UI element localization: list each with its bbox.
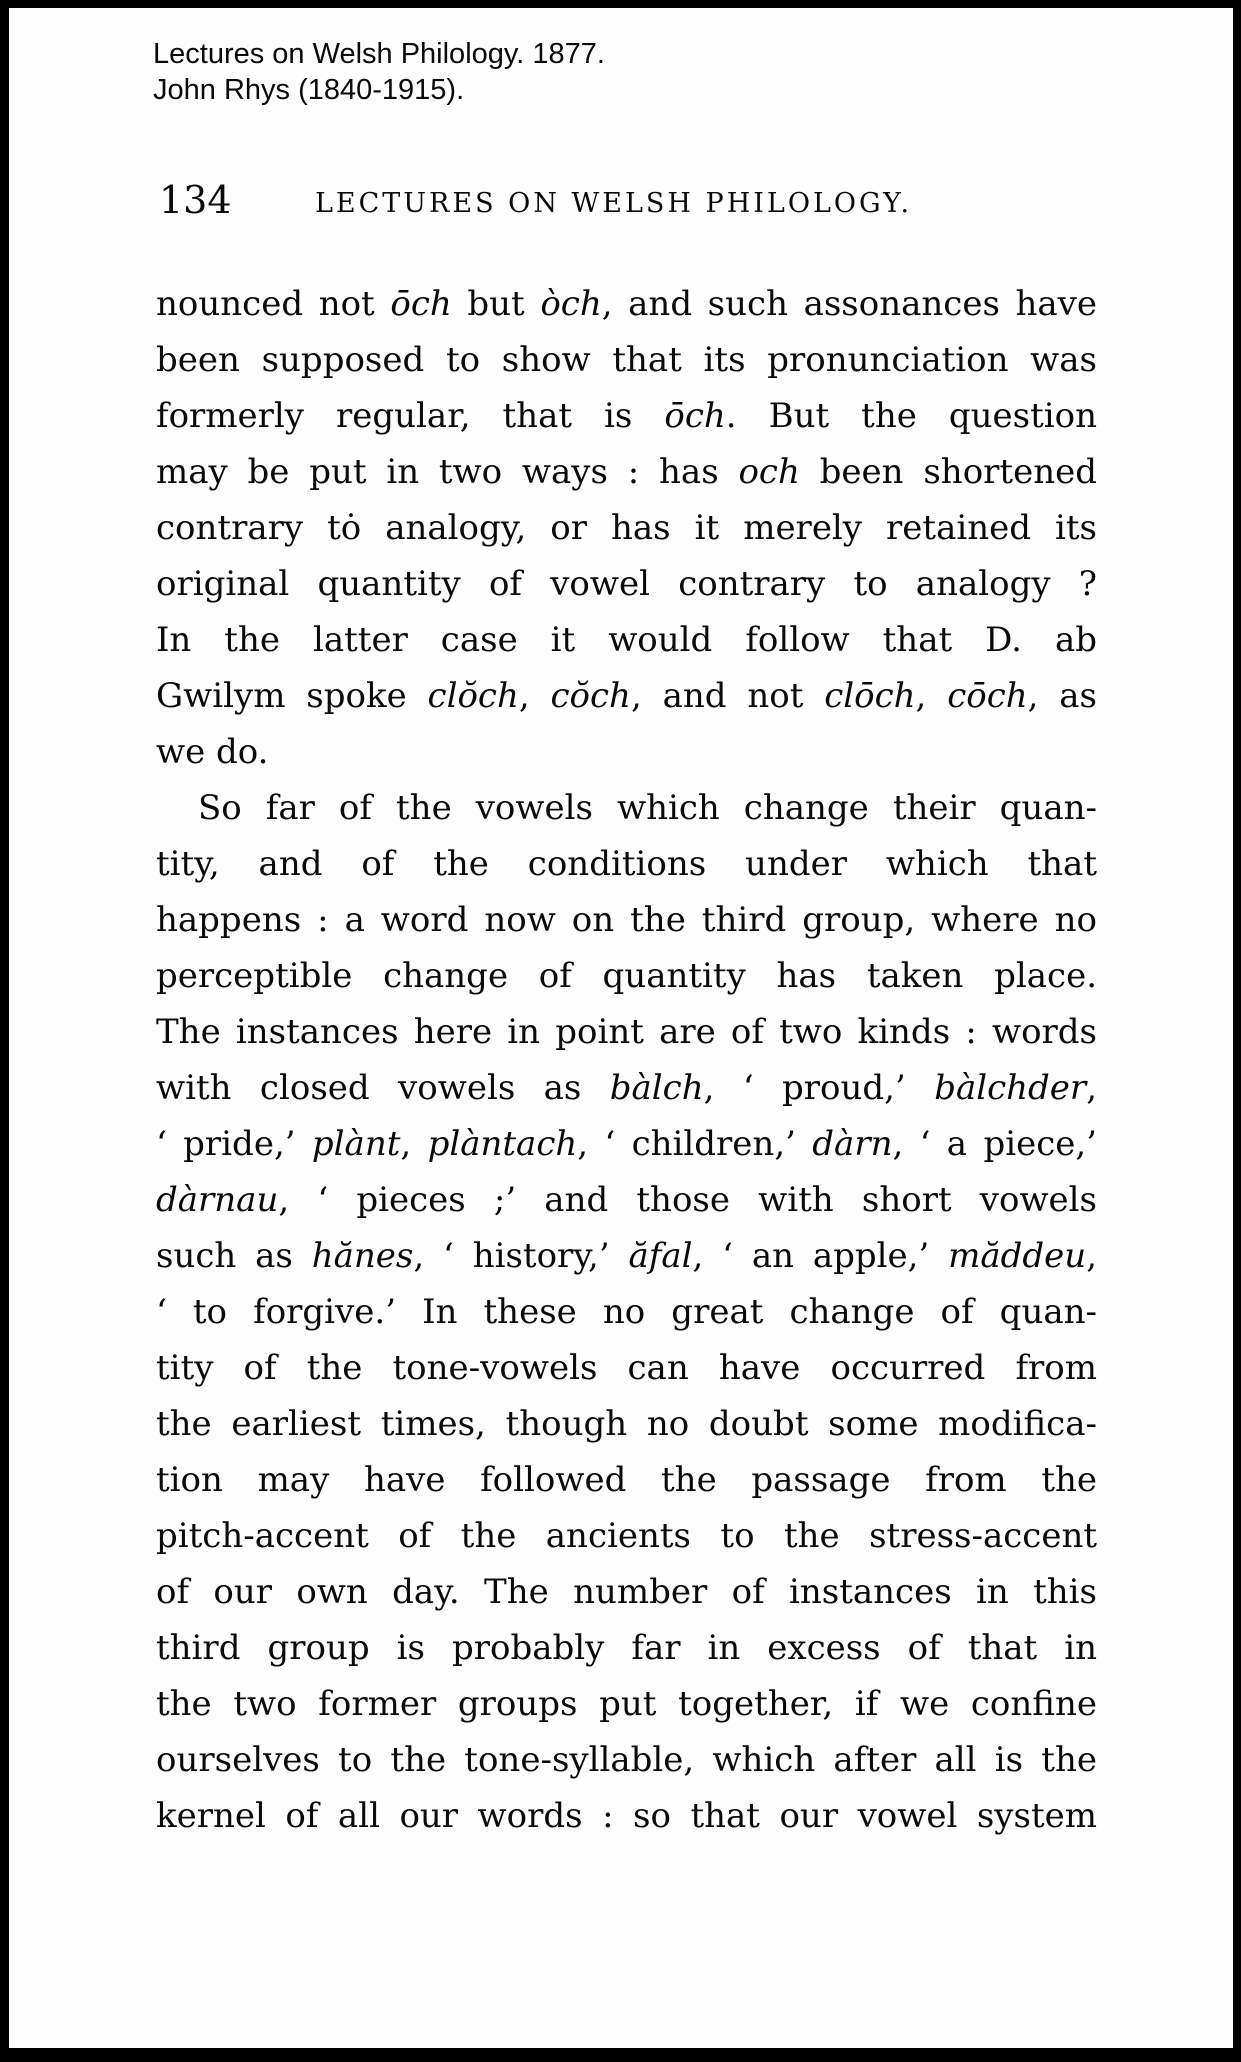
text-line [156, 836, 1097, 892]
text-segment: . But the question [725, 396, 1097, 436]
text-segment: , ‘ an apple,’ [692, 1236, 949, 1276]
book-page [9, 8, 1233, 2048]
text-segment: , ‘ a piece,’ [892, 1124, 1097, 1164]
welsh-term-italic: cŏch [550, 676, 631, 716]
text-line [156, 1004, 1097, 1060]
text-segment: happens : a word now on the third group, where no [156, 900, 1097, 940]
welsh-term-italic: òch [540, 284, 602, 324]
bibliographic-annotation [153, 36, 605, 108]
text-line [156, 892, 1097, 948]
welsh-term-italic: ōch [390, 284, 452, 324]
text-line [156, 668, 1097, 724]
page-number: 134 [159, 178, 232, 222]
text-segment: , [400, 1124, 428, 1164]
text-segment: ‘ pride,’ [156, 1124, 312, 1164]
text-line [156, 1340, 1097, 1396]
welsh-term-italic: ăfal [628, 1236, 693, 1276]
text-segment: but [451, 284, 541, 324]
text-segment: perceptible change of quantity has taken place. [156, 956, 1097, 996]
text-segment: been supposed to show that its pronunciation was [156, 340, 1097, 380]
text-segment: been shortened [799, 452, 1097, 492]
welsh-term-italic: cōch [947, 676, 1028, 716]
text-line [156, 332, 1097, 388]
text-segment: ourselves to the tone-syllable, which after all is the [156, 1740, 1097, 1780]
text-line [156, 388, 1097, 444]
welsh-term-italic: măddeu [948, 1236, 1087, 1276]
running-title: LECTURES ON WELSH PHILOLOGY. [315, 188, 913, 219]
body-text [156, 276, 1097, 1844]
text-line [156, 1564, 1097, 1620]
welsh-term-italic: plàntach [427, 1124, 578, 1164]
text-segment: In the latter case it would follow that D. ab [156, 620, 1097, 660]
text-line [156, 1788, 1097, 1844]
text-line [156, 1452, 1097, 1508]
text-segment: , and not [630, 676, 825, 716]
text-line [156, 1620, 1097, 1676]
text-segment: , [915, 676, 948, 716]
text-segment: , [1086, 1068, 1097, 1108]
text-segment: pitch-accent of the ancients to the stress-accent [156, 1516, 1097, 1556]
text-segment: with closed vowels as [156, 1068, 610, 1108]
text-segment: , ‘ children,’ [577, 1124, 813, 1164]
text-segment: nounced not [156, 284, 391, 324]
text-line [156, 1116, 1097, 1172]
text-line [156, 556, 1097, 612]
text-line [156, 1508, 1097, 1564]
text-line [156, 612, 1097, 668]
welsh-term-italic: hănes [311, 1236, 414, 1276]
annotation-title-line: Lectures on Welsh Philology. 1877. [153, 38, 605, 70]
text-segment: ‘ to forgive.’ In these no great change of quan- [156, 1292, 1097, 1332]
text-line [156, 1228, 1097, 1284]
text-segment: , [518, 676, 551, 716]
page-header [9, 178, 1233, 230]
text-segment: of our own day. The number of instances in this [156, 1572, 1097, 1612]
text-line [156, 444, 1097, 500]
text-line [156, 1676, 1097, 1732]
text-segment: formerly regular, that is [156, 396, 665, 436]
welsh-term-italic: plànt [311, 1124, 401, 1164]
text-line [156, 724, 1097, 780]
text-line [156, 1396, 1097, 1452]
welsh-term-italic: dàrnau [156, 1180, 279, 1220]
text-line [156, 1732, 1097, 1788]
text-segment: So far of the vowels which change their quan- [198, 788, 1097, 828]
text-line [156, 1172, 1097, 1228]
text-line [156, 276, 1097, 332]
text-segment: , ‘ history,’ [413, 1236, 629, 1276]
welsh-term-italic: bàlch [609, 1068, 704, 1108]
text-segment: may be put in two ways : has [156, 452, 739, 492]
text-segment: third group is probably far in excess of that in [156, 1628, 1097, 1668]
welsh-term-italic: clŏch [427, 676, 519, 716]
text-line [156, 1284, 1097, 1340]
text-line [156, 500, 1097, 556]
text-segment: The instances here in point are of two kinds : words [156, 1012, 1097, 1052]
text-segment: tity, and of the conditions under which that [156, 844, 1097, 884]
welsh-term-italic: dàrn [812, 1124, 893, 1164]
text-segment: the two former groups put together, if we confine [156, 1684, 1097, 1724]
annotation-author-line: John Rhys (1840-1915). [153, 74, 465, 106]
text-segment: we do. [156, 732, 269, 772]
text-segment: Gwilym spoke [156, 676, 428, 716]
text-line [156, 780, 1097, 836]
text-segment: kernel of all our words : so that our vowel system [156, 1796, 1097, 1836]
text-segment: the earliest times, though no doubt some modifica- [156, 1404, 1097, 1444]
text-segment: , [1086, 1236, 1097, 1276]
text-line [156, 1060, 1097, 1116]
text-segment: tity of the tone-vowels can have occurred from [156, 1348, 1097, 1388]
text-segment: , ‘ pieces ;’ and those with short vowels [278, 1180, 1097, 1220]
text-segment: , as [1027, 676, 1097, 716]
welsh-term-italic: bàlchder [934, 1068, 1087, 1108]
text-segment: such as [156, 1236, 312, 1276]
text-segment: , and such assonances have [601, 284, 1097, 324]
text-segment: , ‘ proud,’ [703, 1068, 935, 1108]
text-segment: contrary tȯ analogy, or has it merely retained its [156, 508, 1097, 548]
welsh-term-italic: och [738, 452, 800, 492]
text-segment: original quantity of vowel contrary to analogy ? [156, 564, 1097, 604]
text-segment: tion may have followed the passage from the [156, 1460, 1097, 1500]
welsh-term-italic: clōch [824, 676, 916, 716]
text-line [156, 948, 1097, 1004]
welsh-term-italic: ōch [664, 396, 726, 436]
